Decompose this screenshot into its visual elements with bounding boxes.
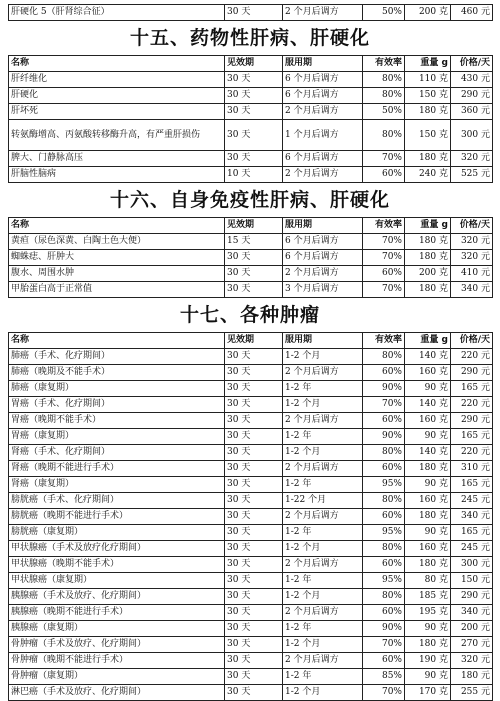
- table-cell: 95%: [363, 525, 405, 541]
- table-row: [9, 381, 493, 397]
- table-cell: 2 个月后调方: [283, 365, 363, 381]
- table-cell: 90 克: [405, 525, 451, 541]
- table-cell: 30 天: [225, 104, 283, 120]
- table-cell: 180 克: [405, 461, 451, 477]
- table-cell: 胰腺癌（康复期）: [9, 621, 225, 637]
- table-row: [9, 653, 493, 669]
- column-header: 服用期: [283, 333, 363, 349]
- table-cell: 180 克: [405, 557, 451, 573]
- table-cell: 肾癌（晚期不能进行手术）: [9, 461, 225, 477]
- table-cell: 220 元: [451, 445, 493, 461]
- table-cell: 95%: [363, 477, 405, 493]
- table-cell: 1-2 个月: [283, 637, 363, 653]
- table-cell: 2 个月后调方: [283, 5, 363, 21]
- table-row: [9, 637, 493, 653]
- table-cell: 30 天: [225, 685, 283, 701]
- table-cell: 膀胱癌（晚期不能进行手术）: [9, 509, 225, 525]
- table-cell: 525 元: [451, 167, 493, 183]
- table-cell: 1 个月后调方: [283, 120, 363, 151]
- table-cell: 1-2 年: [283, 381, 363, 397]
- table-cell: 60%: [363, 509, 405, 525]
- column-header: 服用期: [283, 56, 363, 72]
- table-row: [9, 557, 493, 573]
- table-cell: 肝脑性脑病: [9, 167, 225, 183]
- table-cell: 165 元: [451, 429, 493, 445]
- table-row: [9, 72, 493, 88]
- table-cell: 30 天: [225, 88, 283, 104]
- table-cell: 255 元: [451, 685, 493, 701]
- table-cell: 340 元: [451, 605, 493, 621]
- table-row: [9, 429, 493, 445]
- table-cell: 60%: [363, 365, 405, 381]
- table-cell: 胰腺癌（手术及放疗、化疗期间）: [9, 589, 225, 605]
- table-cell: 1-2 个月: [283, 397, 363, 413]
- table-cell: 腹水、周围水肿: [9, 266, 225, 282]
- table-row: [9, 589, 493, 605]
- table-cell: 30 天: [225, 605, 283, 621]
- section-title: 十七、各种肿瘤: [179, 304, 320, 326]
- table-cell: 肝纤维化: [9, 72, 225, 88]
- table-cell: 180 克: [405, 282, 451, 298]
- table-cell: 肺癌（康复期）: [9, 381, 225, 397]
- table-cell: 6 个月后调方: [283, 72, 363, 88]
- table-cell: 30 天: [225, 413, 283, 429]
- section-title: 十五、药物性肝病、肝硬化: [129, 27, 370, 49]
- table-cell: 85%: [363, 669, 405, 685]
- table-cell: 180 克: [405, 234, 451, 250]
- table-cell: 70%: [363, 151, 405, 167]
- table-cell: 2 个月后调方: [283, 653, 363, 669]
- table-cell: 肺癌（晚期及不能手术）: [9, 365, 225, 381]
- column-header: 价格/天: [451, 218, 493, 234]
- table-cell: 70%: [363, 685, 405, 701]
- table-cell: 30 天: [225, 250, 283, 266]
- column-header: 见效期: [225, 218, 283, 234]
- table-cell: 160 克: [405, 493, 451, 509]
- table-cell: 30 天: [225, 5, 283, 21]
- table-cell: 60%: [363, 167, 405, 183]
- table-cell: 95%: [363, 573, 405, 589]
- column-header: 重量 g: [405, 333, 451, 349]
- table-row: [9, 525, 493, 541]
- section-title: 十六、自身免疫性肝病、肝硬化: [109, 189, 390, 211]
- table-cell: 340 元: [451, 282, 493, 298]
- table-cell: 30 天: [225, 637, 283, 653]
- table-cell: 骨肿瘤（手术及放疗、化疗期间）: [9, 637, 225, 653]
- section-table: [8, 55, 493, 183]
- table-cell: 195 克: [405, 605, 451, 621]
- table-cell: 6 个月后调方: [283, 250, 363, 266]
- table-cell: 320 元: [451, 234, 493, 250]
- table-cell: 30 天: [225, 151, 283, 167]
- table-cell: 300 元: [451, 120, 493, 151]
- table-row: [9, 88, 493, 104]
- table-cell: 290 元: [451, 88, 493, 104]
- table-cell: 1-2 个月: [283, 541, 363, 557]
- table-cell: 90%: [363, 381, 405, 397]
- table-cell: 90 克: [405, 381, 451, 397]
- table-cell: 转氨酶增高、丙氨酸转移酶升高，有严重肝损伤: [9, 120, 225, 151]
- table-cell: 150 克: [405, 120, 451, 151]
- table-cell: 1-2 个月: [283, 685, 363, 701]
- table-cell: 70%: [363, 234, 405, 250]
- table-cell: 30 天: [225, 621, 283, 637]
- table-cell: 70%: [363, 637, 405, 653]
- table-cell: 2 个月后调方: [283, 509, 363, 525]
- table-cell: 410 元: [451, 266, 493, 282]
- table-cell: 蜘蛛痣、肝肿大: [9, 250, 225, 266]
- table-cell: 2 个月后调方: [283, 266, 363, 282]
- table-cell: 30 天: [225, 461, 283, 477]
- table-cell: 60%: [363, 266, 405, 282]
- table-cell: 甲状腺癌（手术及放疗化疗期间）: [9, 541, 225, 557]
- table-cell: 90 克: [405, 429, 451, 445]
- table-cell: 180 克: [405, 637, 451, 653]
- table-cell: 1-22 个月: [283, 493, 363, 509]
- table-cell: 80%: [363, 445, 405, 461]
- table-cell: 1-2 年: [283, 429, 363, 445]
- table-cell: 110 克: [405, 72, 451, 88]
- table-cell: 80%: [363, 493, 405, 509]
- table-row: [9, 104, 493, 120]
- table-cell: 290 元: [451, 589, 493, 605]
- table-cell: 30 天: [225, 557, 283, 573]
- table-row: [9, 349, 493, 365]
- table-cell: 220 元: [451, 397, 493, 413]
- table-cell: 2 个月后调方: [283, 605, 363, 621]
- table-cell: 320 元: [451, 653, 493, 669]
- table-cell: 2 个月后调方: [283, 557, 363, 573]
- table-cell: 90 克: [405, 477, 451, 493]
- table-cell: 160 克: [405, 541, 451, 557]
- table-cell: 50%: [363, 104, 405, 120]
- table-row: [9, 120, 493, 151]
- table-row: [9, 282, 493, 298]
- table-header-row: [9, 333, 493, 349]
- table-cell: 1-2 年: [283, 477, 363, 493]
- table-cell: 30 天: [225, 266, 283, 282]
- table-cell: 30 天: [225, 477, 283, 493]
- table-header-row: [9, 218, 493, 234]
- table-cell: 360 元: [451, 104, 493, 120]
- table-cell: 240 克: [405, 167, 451, 183]
- column-header: 服用期: [283, 218, 363, 234]
- table-cell: 150 克: [405, 88, 451, 104]
- table-cell: 200 克: [405, 5, 451, 21]
- table-cell: 220 元: [451, 349, 493, 365]
- table-cell: 肾癌（手术、化疗期间）: [9, 445, 225, 461]
- table-row: [9, 250, 493, 266]
- table-row: [9, 397, 493, 413]
- table-cell: 1-2 个月: [283, 445, 363, 461]
- table-cell: 甲胎蛋白高于正常值: [9, 282, 225, 298]
- price-document: [8, 4, 492, 701]
- table-row: [9, 167, 493, 183]
- table-cell: 6 个月后调方: [283, 88, 363, 104]
- table-cell: 2 个月后调方: [283, 461, 363, 477]
- table-cell: 180 克: [405, 509, 451, 525]
- table-cell: 180 克: [405, 250, 451, 266]
- table-cell: 140 克: [405, 349, 451, 365]
- table-cell: 60%: [363, 461, 405, 477]
- table-cell: 185 克: [405, 589, 451, 605]
- table-cell: 3 个月后调方: [283, 282, 363, 298]
- column-header: 见效期: [225, 333, 283, 349]
- table-cell: 30 天: [225, 573, 283, 589]
- table-row: [9, 669, 493, 685]
- table-row: [9, 445, 493, 461]
- table-cell: 150 元: [451, 573, 493, 589]
- table-cell: 80%: [363, 120, 405, 151]
- table-cell: 180 元: [451, 669, 493, 685]
- section-table: [8, 217, 493, 298]
- table-cell: 320 元: [451, 151, 493, 167]
- table-cell: 30 天: [225, 349, 283, 365]
- table-cell: 165 元: [451, 525, 493, 541]
- table-cell: 90%: [363, 429, 405, 445]
- table-cell: 胃癌（晚期不能手术）: [9, 413, 225, 429]
- table-row: [9, 151, 493, 167]
- top-table: [8, 4, 493, 21]
- table-cell: 30 天: [225, 429, 283, 445]
- table-cell: 180 克: [405, 104, 451, 120]
- table-cell: 80%: [363, 541, 405, 557]
- table-cell: 290 元: [451, 413, 493, 429]
- table-cell: 脾大、门静脉高压: [9, 151, 225, 167]
- table-cell: 10 天: [225, 167, 283, 183]
- table-cell: 60%: [363, 653, 405, 669]
- table-cell: 胰腺癌（晚期不能进行手术）: [9, 605, 225, 621]
- table-cell: 30 天: [225, 653, 283, 669]
- table-row: [9, 413, 493, 429]
- table-cell: 肝硬化: [9, 88, 225, 104]
- table-cell: 30 天: [225, 120, 283, 151]
- table-cell: 340 元: [451, 509, 493, 525]
- table-cell: 6 个月后调方: [283, 234, 363, 250]
- table-cell: 80 克: [405, 573, 451, 589]
- column-header: 有效率: [363, 333, 405, 349]
- table-cell: 60%: [363, 605, 405, 621]
- column-header: 名称: [9, 218, 225, 234]
- table-cell: 1-2 年: [283, 525, 363, 541]
- table-cell: 1-2 个月: [283, 589, 363, 605]
- table-row: [9, 461, 493, 477]
- table-cell: 30 天: [225, 381, 283, 397]
- table-row: [9, 5, 493, 21]
- table-cell: 430 元: [451, 72, 493, 88]
- table-cell: 1-2 个月: [283, 349, 363, 365]
- table-cell: 30 天: [225, 589, 283, 605]
- table-cell: 甲状腺癌（康复期）: [9, 573, 225, 589]
- table-cell: 30 天: [225, 509, 283, 525]
- table-row: [9, 573, 493, 589]
- table-cell: 80%: [363, 589, 405, 605]
- table-cell: 70%: [363, 250, 405, 266]
- table-header-row: [9, 56, 493, 72]
- table-cell: 30 天: [225, 669, 283, 685]
- table-cell: 190 克: [405, 653, 451, 669]
- table-cell: 30 天: [225, 493, 283, 509]
- table-cell: 320 元: [451, 250, 493, 266]
- table-cell: 2 个月后调方: [283, 413, 363, 429]
- table-cell: 90%: [363, 621, 405, 637]
- table-cell: 70%: [363, 282, 405, 298]
- table-cell: 甲状腺癌（晚期不能手术）: [9, 557, 225, 573]
- table-cell: 90 克: [405, 621, 451, 637]
- table-cell: 200 元: [451, 621, 493, 637]
- table-row: [9, 493, 493, 509]
- table-cell: 180 克: [405, 151, 451, 167]
- table-cell: 165 元: [451, 381, 493, 397]
- table-cell: 骨肿瘤（康复期）: [9, 669, 225, 685]
- table-cell: 200 克: [405, 266, 451, 282]
- table-cell: 460 元: [451, 5, 493, 21]
- table-cell: 30 天: [225, 282, 283, 298]
- table-cell: 膀胱癌（手术、化疗期间）: [9, 493, 225, 509]
- table-cell: 30 天: [225, 397, 283, 413]
- table-cell: 2 个月后调方: [283, 167, 363, 183]
- table-cell: 60%: [363, 557, 405, 573]
- table-cell: 165 元: [451, 477, 493, 493]
- table-cell: 30 天: [225, 541, 283, 557]
- table-cell: 50%: [363, 5, 405, 21]
- table-cell: 245 元: [451, 493, 493, 509]
- table-cell: 30 天: [225, 445, 283, 461]
- column-header: 有效率: [363, 218, 405, 234]
- column-header: 有效率: [363, 56, 405, 72]
- table-row: [9, 509, 493, 525]
- table-cell: 140 克: [405, 445, 451, 461]
- table-cell: 160 克: [405, 413, 451, 429]
- table-cell: 300 元: [451, 557, 493, 573]
- table-cell: 6 个月后调方: [283, 151, 363, 167]
- table-cell: 1-2 年: [283, 669, 363, 685]
- table-cell: 270 元: [451, 637, 493, 653]
- table-row: [9, 266, 493, 282]
- table-row: [9, 605, 493, 621]
- column-header: 价格/天: [451, 333, 493, 349]
- column-header: 名称: [9, 333, 225, 349]
- table-cell: 黄疸（尿色深黄、白陶土色大便）: [9, 234, 225, 250]
- table-cell: 90 克: [405, 669, 451, 685]
- table-row: [9, 365, 493, 381]
- table-cell: 肾癌（康复期）: [9, 477, 225, 493]
- column-header: 见效期: [225, 56, 283, 72]
- table-cell: 160 克: [405, 365, 451, 381]
- table-cell: 30 天: [225, 72, 283, 88]
- column-header: 名称: [9, 56, 225, 72]
- table-cell: 140 克: [405, 397, 451, 413]
- table-cell: 肺癌（手术、化疗期间）: [9, 349, 225, 365]
- table-cell: 胃癌（康复期）: [9, 429, 225, 445]
- column-header: 重量 g: [405, 218, 451, 234]
- table-cell: 80%: [363, 349, 405, 365]
- table-cell: 肝坏死: [9, 104, 225, 120]
- table-row: [9, 621, 493, 637]
- table-cell: 30 天: [225, 365, 283, 381]
- table-cell: 70%: [363, 397, 405, 413]
- table-cell: 80%: [363, 72, 405, 88]
- table-row: [9, 541, 493, 557]
- column-header: 价格/天: [451, 56, 493, 72]
- table-cell: 60%: [363, 413, 405, 429]
- table-cell: 2 个月后调方: [283, 104, 363, 120]
- table-cell: 80%: [363, 88, 405, 104]
- table-cell: 245 元: [451, 541, 493, 557]
- table-cell: 170 克: [405, 685, 451, 701]
- column-header: 重量 g: [405, 56, 451, 72]
- table-row: [9, 477, 493, 493]
- table-cell: 30 天: [225, 525, 283, 541]
- table-cell: 淋巴癌（手术及放疗、化疗期间）: [9, 685, 225, 701]
- section-table: [8, 332, 493, 701]
- table-cell: 290 元: [451, 365, 493, 381]
- table-cell: 310 元: [451, 461, 493, 477]
- table-cell: 膀胱癌（康复期）: [9, 525, 225, 541]
- table-cell: 1-2 年: [283, 573, 363, 589]
- table-cell: 1-2 年: [283, 621, 363, 637]
- table-cell: 肝硬化 5（肝肾综合征）: [9, 5, 225, 21]
- table-cell: 胃癌（手术、化疗期间）: [9, 397, 225, 413]
- table-cell: 骨肿瘤（晚期不能进行手术）: [9, 653, 225, 669]
- table-row: [9, 234, 493, 250]
- table-cell: 15 天: [225, 234, 283, 250]
